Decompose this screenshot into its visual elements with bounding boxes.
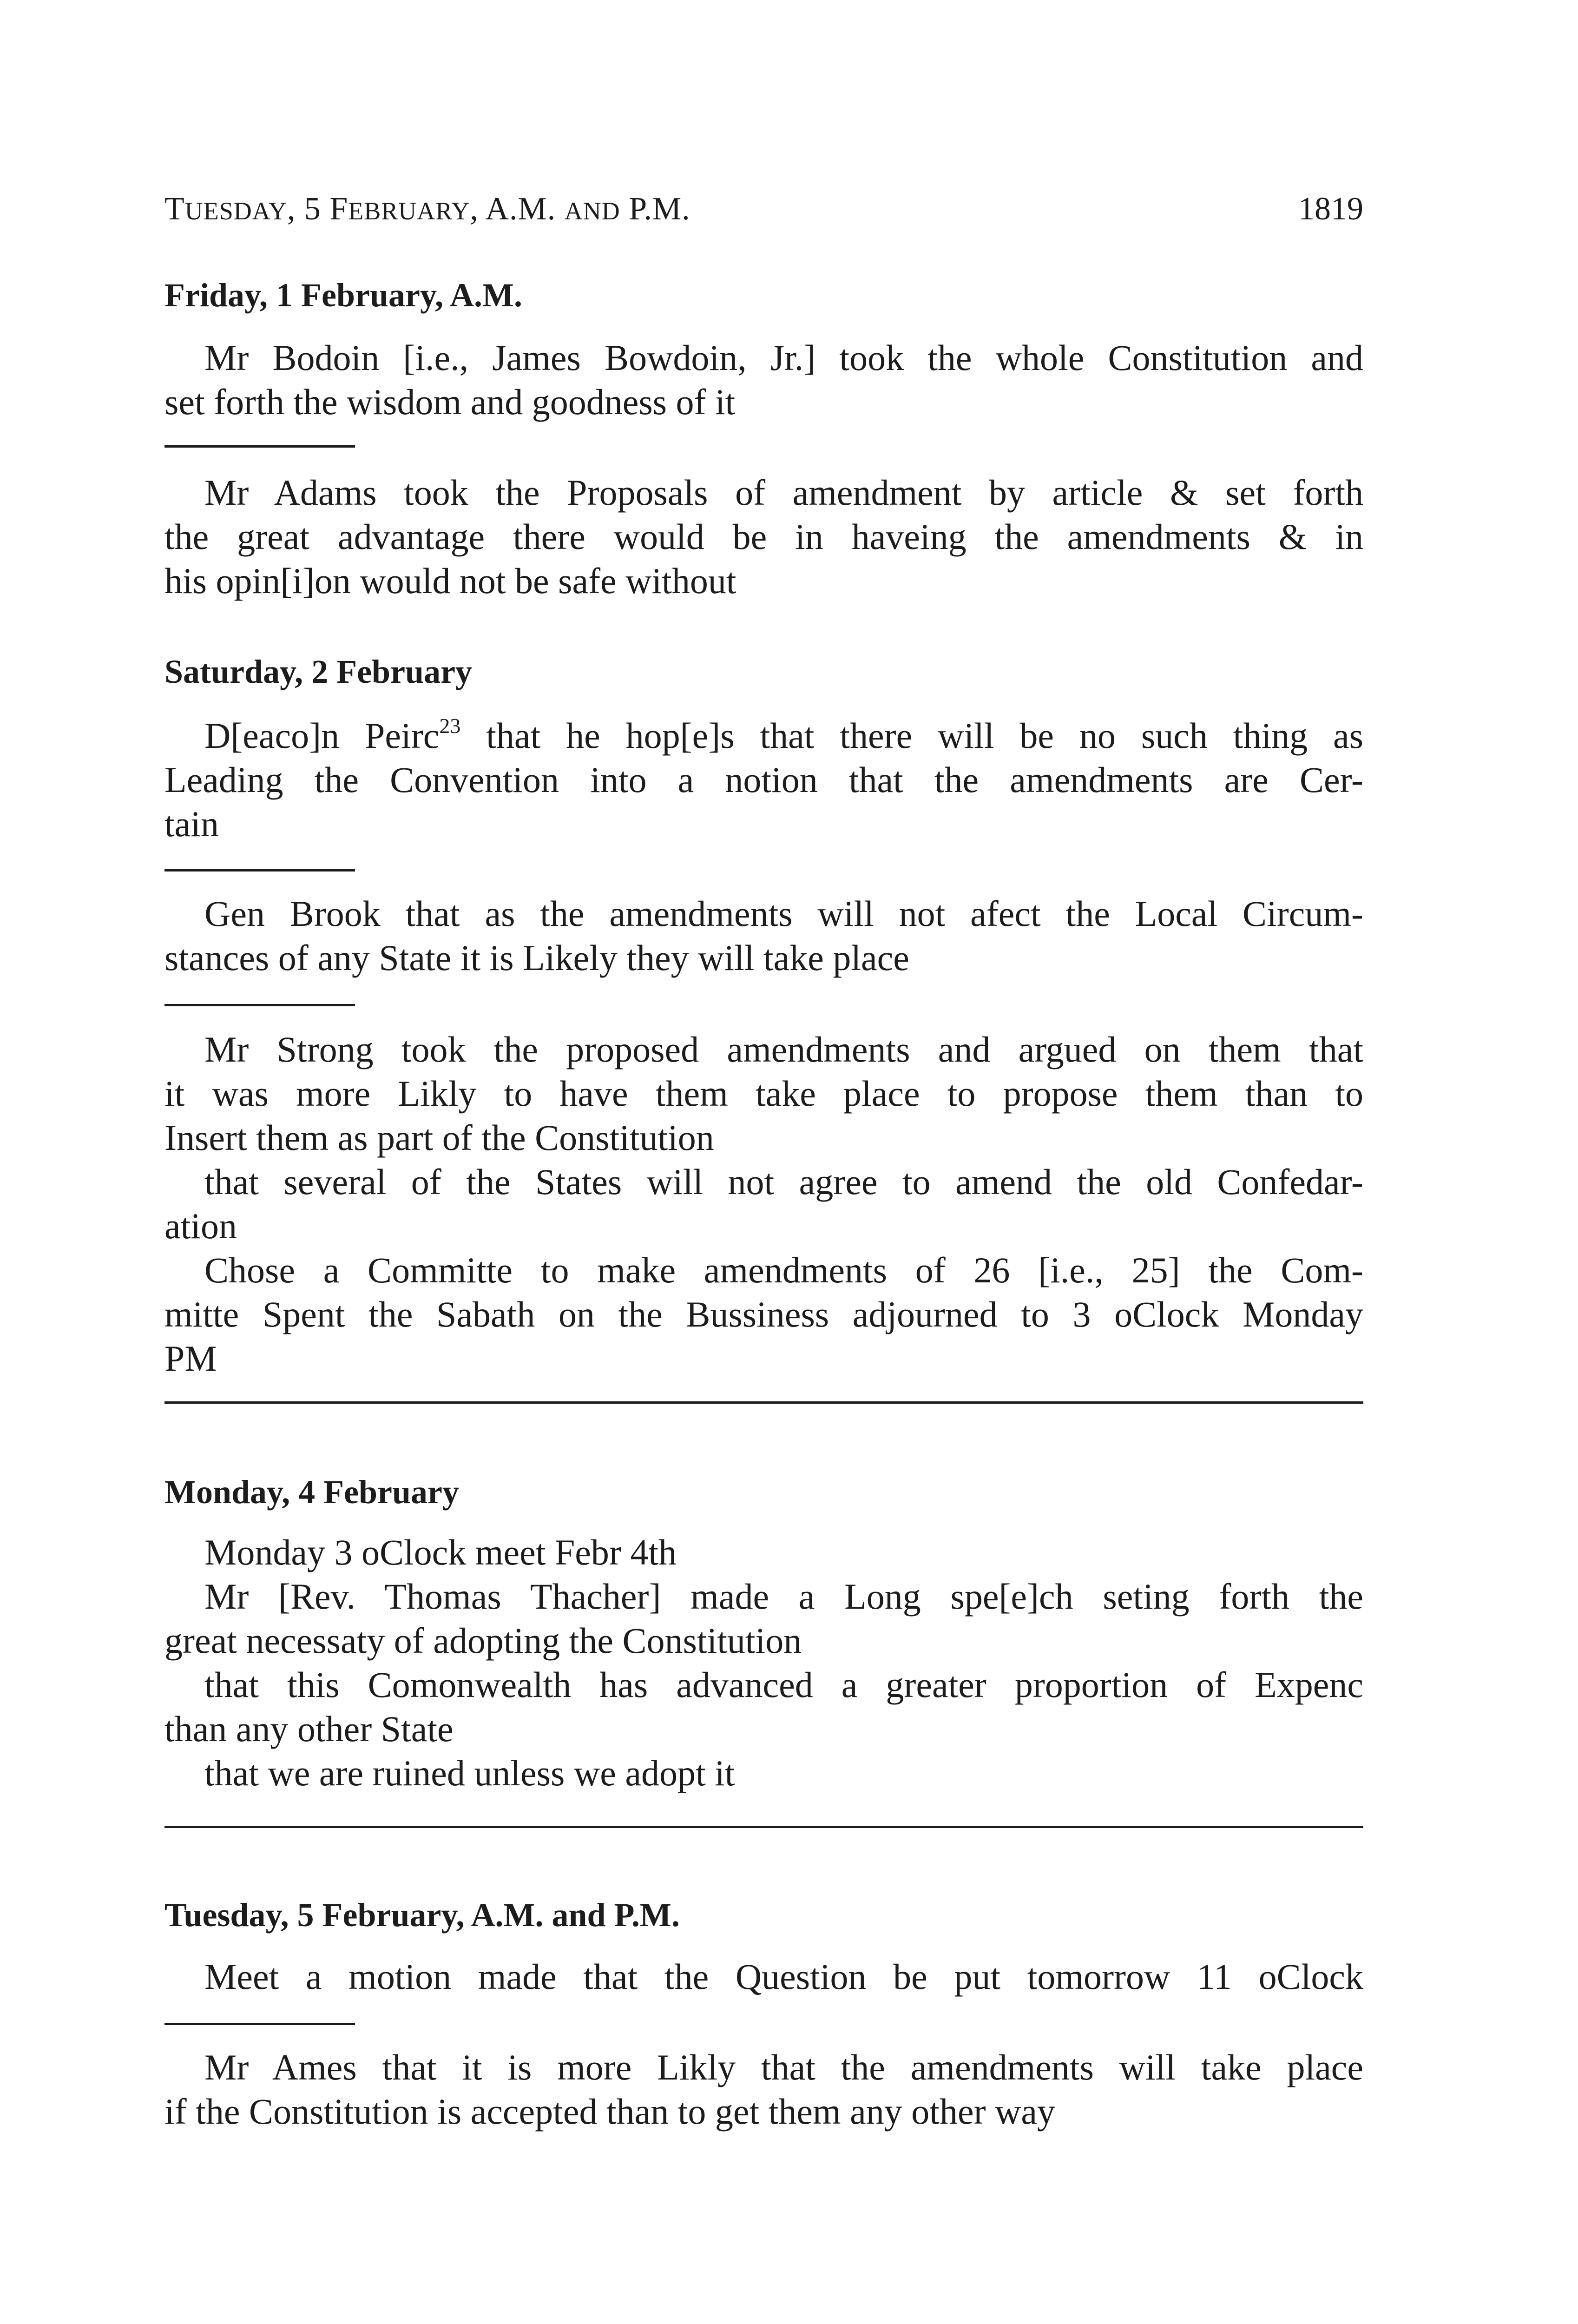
section-heading-monday: Monday, 4 February — [164, 1473, 460, 1511]
footnote-reference: 23 — [439, 713, 461, 738]
paragraph-tuesday-ames: Mr Ames that it is more Likly that the amendments will take place if the Constitution is accepted than to get them any other way — [164, 2047, 1363, 2132]
section-divider-long — [164, 1401, 1363, 1404]
paragraph-saturday-strong: Mr Strong took the proposed amendments and argued on them that it was more Likly to have them take place to propose them than to Insert them as part of the Constitution that several of the States will not agree to amend the old Confedar- ation Chose a Committe to make amendments of 26 [i.e., 25] the Com- mitte Spent the Sabath on the Bussiness adjourned to 3 oClock Monday PM — [164, 1029, 1363, 1379]
section-divider — [164, 869, 355, 872]
section-divider — [164, 445, 355, 448]
section-heading-saturday: Saturday, 2 February — [164, 653, 473, 690]
paragraph-monday-thacher: Monday 3 oClock meet Febr 4th Mr [Rev. Thomas Thacher] made a Long spe[e]ch seting forth the great necessaty of adopting the Constitution that this Comonwealth has advanced a greater proportion of Expenc than any other State that we are ruined unless we adopt it — [164, 1532, 1363, 1793]
paragraph-saturday-brook: Gen Brook that as the amendments will not afect the Local Circum- stances of any State it is Likely they will take place — [164, 893, 1363, 978]
page-number: 1819 — [1298, 191, 1363, 227]
paragraph-friday-bowdoin: Mr Bodoin [i.e., James Bowdoin, Jr.] took the whole Constitution and set forth the wisdom and goodness of it — [164, 337, 1363, 422]
paragraph-friday-adams: Mr Adams took the Proposals of amendment by article & set forth the great advantage there would be in haveing the amendments & in his opin[i]on would not be safe without — [164, 472, 1363, 601]
running-head — [164, 184, 1363, 235]
paragraph-tuesday-motion: Meet a motion made that the Question be put tomorrow 11 oClock — [204, 1956, 1363, 1997]
section-divider — [164, 2023, 355, 2025]
section-heading-friday: Friday, 1 February, A.M. — [164, 277, 522, 314]
section-divider — [164, 1004, 355, 1006]
section-divider-long — [164, 1826, 1363, 1828]
paragraph-saturday-peirce: D[eaco]n Peirc$^{23}$ that he hop[e]s that there will be no such thing as Leading the Convention into a notion that the amendments are Cer- tain — [164, 713, 1363, 844]
running-head-title: TUESDAY, 5 FEBRUARY, A.M. AND P.M. — [164, 191, 690, 227]
section-heading-tuesday: Tuesday, 5 February, A.M. and P.M. — [164, 1896, 680, 1934]
